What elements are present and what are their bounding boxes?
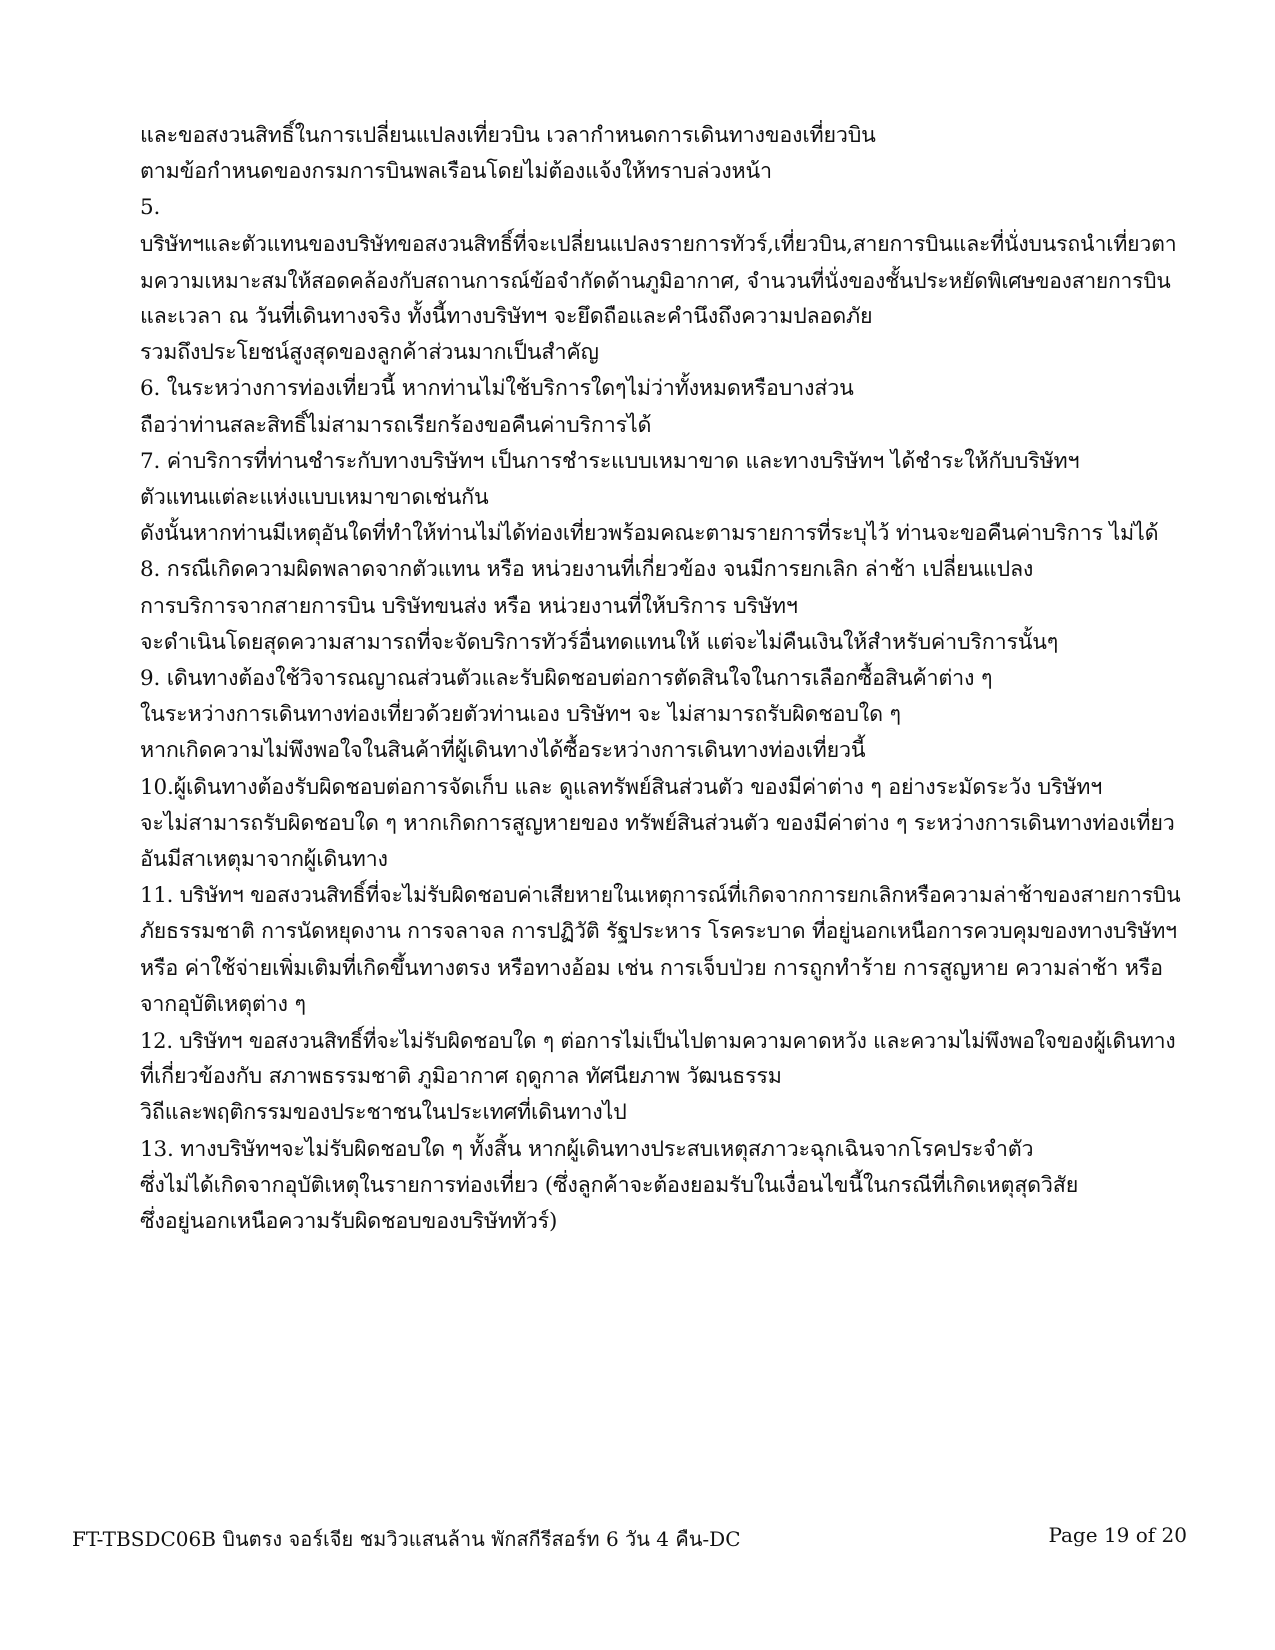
terms-body [140,118,1180,1240]
text-line: 12. บริษัทฯ ขอสงวนสิทธิ์ที่จะไม่รับผิดชอบใด ๆ ต่อการไม่เป็นไปตามความคาดหวัง และความไม่พึงพอใจของผู้เดินทาง [140,1029,1176,1054]
text-line: จะไม่สามารถรับผิดชอบใด ๆ หากเกิดการสูญหายของ ทรัพย์สินส่วนตัว ของมีค่าต่าง ๆ ระหว่างการเดินทางท่องเที่ยว [140,810,1175,836]
page-number: Page 19 of 20 [1048,1523,1187,1547]
text-line: รวมถึงประโยชน์สูงสุดของลูกค้าส่วนมากเป็นสำคัญ [140,340,599,366]
text-line: จะดำเนินโดยสุดความสามารถที่จะจัดบริการทัวร์อื่นทดแทนให้ แต่จะไม่คืนเงินให้สำหรับค่าบริการนั้นๆ [140,629,1059,655]
text-line: 9. เดินทางต้องใช้วิจารณญาณส่วนตัวและรับผิดชอบต่อการตัดสินใจในการเลือกซื้อสินค้าต่าง ๆ [140,666,993,692]
text-line: และเวลา ณ วันที่เดินทางจริง ทั้งนี้ทางบริษัทฯ จะยึดถือและคำนึงถึงความปลอดภัย [140,304,873,330]
text-line: และขอสงวนสิทธิ์ในการเปลี่ยนแปลงเที่ยวบิน เวลากำหนดการเดินทางของเที่ยวบิน [140,123,876,148]
text-line: ที่เกี่ยวข้องกับ สภาพธรรมชาติ ภูมิอากาศ ฤดูกาล ทัศนียภาพ วัฒนธรรม [140,1064,782,1090]
text-line: 5. [140,195,161,221]
text-line: ถือว่าท่านสละสิทธิ์ไม่สามารถเรียกร้องขอคืนค่าบริการได้ [140,412,652,438]
text-line: หรือ ค่าใช้จ่ายเพิ่มเติมที่เกิดขึ้นทางตรง หรือทางอ้อม เช่น การเจ็บป่วย การถูกทำร้าย การสูญหาย ความล่าช้า หรือ [140,955,1163,981]
text-line: วิถีและพฤติกรรมของประชาชนในประเทศที่เดินทางไป [140,1100,627,1126]
text-line: บริษัทฯและตัวแทนของบริษัทขอสงวนสิทธิ์ที่จะเปลี่ยนแปลงรายการทัวร์,เที่ยวบิน,สายการบินและที่นั่งบนรถนำเที่ยวตา [140,231,1177,257]
text-line: ในระหว่างการเดินทางท่องเที่ยวด้วยตัวท่านเอง บริษัทฯ จะ ไม่สามารถรับผิดชอบใด ๆ [140,702,901,728]
text-line: ซึ่งไม่ได้เกิดจากอุบัติเหตุในรายการท่องเที่ยว (ซึ่งลูกค้าจะต้องยอมรับในเงื่อนไขนี้ในกรณีที่เกิดเหตุสุดวิสัย [140,1172,1079,1198]
text-line: หากเกิดความไม่พึงพอใจในสินค้าที่ผู้เดินทางได้ซื้อระหว่างการเดินทางท่องเที่ยวนี้ [140,738,866,764]
text-line: 8. กรณีเกิดความผิดพลาดจากตัวแทน หรือ หน่วยงานที่เกี่ยวข้อง จนมีการยกเลิก ล่าช้า เปลี่ยนแปลง [140,557,1034,583]
text-line: ภัยธรรมชาติ การนัดหยุดงาน การจลาจล การปฏิวัติ รัฐประหาร โรคระบาด ที่อยู่นอกเหนือการควบคุมของทางบริษัทฯ [140,919,1177,945]
text-line: ตามข้อกำหนดของกรมการบินพลเรือนโดยไม่ต้องแจ้งให้ทราบล่วงหน้า [140,159,772,185]
text-line: จากอุบัติเหตุต่าง ๆ [140,991,306,1017]
text-line: 10.ผู้เดินทางต้องรับผิดชอบต่อการจัดเก็บ และ ดูแลทรัพย์สินส่วนตัว ของมีค่าต่าง ๆ อย่างระมัดระวัง บริษัทฯ [140,774,1103,800]
text-line: ตัวแทนแต่ละแห่งแบบเหมาขาดเช่นกัน [140,485,489,511]
text-line: 6. ในระหว่างการท่องเที่ยวนี้ หากท่านไม่ใช้บริการใดๆไม่ว่าทั้งหมดหรือบางส่วน [140,376,854,402]
text-line: 11. บริษัทฯ ขอสงวนสิทธิ์ที่จะไม่รับผิดชอบค่าเสียหายในเหตุการณ์ที่เกิดจากการยกเลิกหรือความล่าช้าของสายการบิน [140,883,1181,909]
footer-tour-code: FT-TBSDC06B บินตรง จอร์เจีย ชมวิวแสนล้าน พักสกีรีสอร์ท 6 วัน 4 คืน-DC [72,1527,741,1551]
text-line: ซึ่งอยู่นอกเหนือความรับผิดชอบของบริษัททัวร์) [140,1209,558,1235]
text-line: อันมีสาเหตุมาจากผู้เดินทาง [140,847,388,873]
text-line: ดังนั้นหากท่านมีเหตุอันใดที่ทำให้ท่านไม่ได้ท่องเที่ยวพร้อมคณะตามรายการที่ระบุไว้ ท่านจะขอคืนค่าบริการ ไม่ได้ [140,521,1159,547]
text-line: 13. ทางบริษัทฯจะไม่รับผิดชอบใด ๆ ทั้งสิ้น หากผู้เดินทางประสบเหตุสภาวะฉุกเฉินจากโรคประจำตัว [140,1136,1034,1162]
page-footer [72,1523,1187,1555]
text-line: มความเหมาะสมให้สอดคล้องกับสถานการณ์ข้อจำกัดด้านภูมิอากาศ, จำนวนที่นั่งของชั้นประหยัดพิเศษของสายการบิน [140,268,1171,293]
text-line: 7. ค่าบริการที่ท่านชำระกับทางบริษัทฯ เป็นการชำระแบบเหมาขาด และทางบริษัทฯ ได้ชำระให้กับบริษัทฯ [140,448,1080,474]
text-line: การบริการจากสายการบิน บริษัทขนส่ง หรือ หน่วยงานที่ให้บริการ บริษัทฯ [140,593,798,619]
